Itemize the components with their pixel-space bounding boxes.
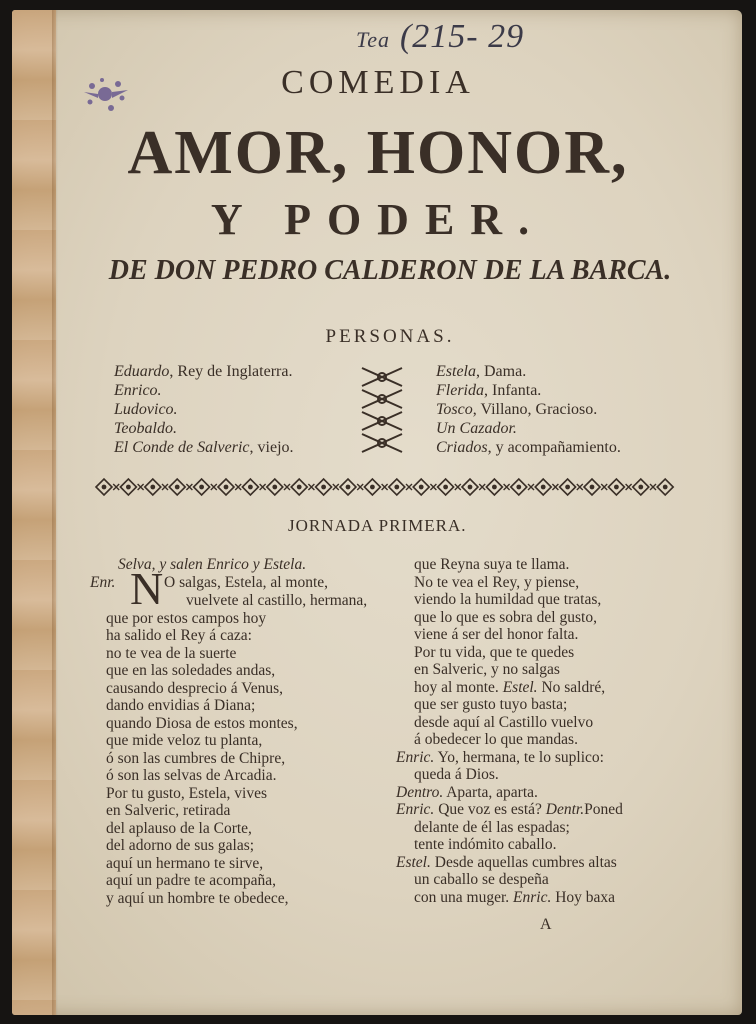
verse-text: que Reyna suya te llama.: [414, 556, 570, 573]
verse-line: [396, 836, 696, 854]
verse-line: ó son las selvas de Arcadia.: [106, 767, 277, 784]
ornament-motif: [96, 479, 119, 495]
speaker-label: Estel.: [502, 678, 538, 696]
verse-line: [396, 574, 696, 592]
verse-text: á obedecer lo que mandas.: [414, 731, 578, 748]
ornament-motif: [413, 479, 436, 495]
ornament-divider-icon: [358, 364, 406, 456]
verse-text: que ser gusto tuyo basta;: [414, 696, 568, 713]
persona-entry: Estela, Dama.: [436, 363, 527, 380]
verse-text: queda á Dios.: [414, 766, 499, 783]
verse-line: [396, 766, 696, 784]
ornament-motif: [169, 479, 192, 495]
ornament-motif: [218, 479, 241, 495]
verse-line: del adorno de sus galas;: [106, 837, 255, 854]
verse-line: [396, 679, 696, 697]
act-heading: JORNADA PRIMERA.: [288, 516, 467, 535]
speaker-label: Enric.: [513, 888, 552, 906]
ornament-motif: [486, 479, 509, 495]
ornament-motif: [438, 479, 461, 495]
drop-cap: N: [130, 562, 164, 614]
verse-line: [396, 871, 696, 889]
verse-line: quando Diosa de estos montes,: [106, 714, 298, 732]
ornament-motif: [462, 479, 485, 495]
signature-mark: A: [540, 916, 552, 933]
persona-entry: Flerida, Infanta.: [436, 382, 542, 399]
shelfmark-prefix: Tea: [356, 27, 390, 52]
verse-text: No te vea el Rey, y piense,: [414, 573, 580, 591]
ornament-motif: [633, 479, 656, 495]
verse-line: ó son las cumbres de Chipre,: [106, 749, 286, 767]
verse-text: en Salveric, y no salgas: [414, 661, 560, 678]
ornament-motif: [364, 479, 387, 495]
verse-line: ha salido el Rey á caza:: [106, 627, 252, 644]
verse-line: dando envidias á Diana;: [106, 697, 256, 714]
persona-entry: El Conde de Salveric, viejo.: [114, 439, 294, 456]
verse-text: desde aquí al Castillo vuelvo: [414, 713, 594, 731]
text-column-right: [396, 556, 696, 906]
verse-text: Poned: [584, 801, 623, 818]
ornament-motif: [120, 479, 143, 495]
ornament-motif: [584, 479, 607, 495]
personas-heading: PERSONAS.: [325, 326, 455, 347]
verse-text: viendo la humildad que tratas,: [414, 591, 602, 608]
verse-line: [396, 591, 696, 609]
personas-left-column: [114, 362, 294, 457]
verse-line: causando desprecio á Venus,: [106, 679, 284, 697]
verse-text: Aparta, aparta.: [443, 783, 538, 801]
verse-line: [396, 801, 696, 819]
verse-line: [396, 731, 696, 749]
ornament-motif: [389, 479, 412, 495]
play-subtitle: Y PODER.: [210, 195, 546, 244]
handwritten-shelfmark: [356, 18, 524, 56]
persona-entry: Tosco, Villano, Gracioso.: [436, 401, 598, 418]
verse-line: no te vea de la suerte: [106, 644, 237, 662]
genre-heading: COMEDIA: [281, 64, 475, 101]
verse-line: que en las soledades andas,: [106, 662, 276, 679]
persona-entry: Criados, y acompañamiento.: [436, 439, 621, 456]
play-title: AMOR, HONOR,: [127, 119, 629, 187]
speaker-label: Enric.: [396, 748, 435, 766]
verse-line: [396, 749, 696, 767]
verse-line: [396, 889, 696, 907]
ornament-motif: [535, 479, 558, 495]
persona-entry: Enrico.: [114, 382, 162, 399]
verse-line: [396, 819, 696, 837]
verse-text: hoy al monte.: [414, 678, 503, 696]
verse-line: [396, 854, 696, 872]
verse-line: Por tu gusto, Estela, vives: [106, 784, 268, 802]
shelfmark-number: (215- 29: [399, 18, 525, 55]
verse-line: del aplauso de la Corte,: [106, 819, 252, 837]
verse-text: Yo, hermana, te lo suplico:: [434, 748, 604, 766]
verse-text: Desde aquellas cumbres altas: [430, 853, 617, 871]
ornament-motif: [291, 479, 314, 495]
speaker-label: Enric.: [396, 801, 435, 818]
speaker-label: Enr.: [90, 573, 116, 591]
verse-line: [396, 661, 696, 679]
verse-text: con una muger.: [414, 888, 514, 906]
verse-text: un caballo se despeña: [414, 871, 549, 888]
verse-text: Que voz es está?: [434, 801, 546, 818]
ornament-motif: [657, 479, 673, 495]
verse-line: [396, 556, 696, 574]
persona-entry: Ludovico.: [114, 401, 178, 418]
verse-text: No saldré,: [537, 678, 606, 696]
persona-entry: Eduardo, Rey de Inglaterra.: [114, 363, 293, 380]
verse-text: delante de él las espadas;: [414, 818, 570, 836]
personas-right-column: [436, 362, 621, 457]
decorative-border-icon: [92, 476, 688, 498]
speaker-label: Dentr.: [545, 801, 585, 818]
verse-line: [396, 609, 696, 627]
verse-line: que mide veloz tu planta,: [106, 732, 263, 749]
verse-text: viene á ser del honor falta.: [414, 626, 579, 643]
verse-line: [396, 626, 696, 644]
verse-line: aquí un hermano te sirve,: [106, 854, 264, 872]
ornament-motif: [608, 479, 631, 495]
ornament-motif: [145, 479, 168, 495]
persona-entry: Teobaldo.: [114, 420, 177, 437]
stage-direction: Selva, y salen Enrico y Estela.: [118, 556, 307, 573]
verse-text: tente indómito caballo.: [414, 836, 557, 853]
ornament-motif: [267, 479, 290, 495]
verse-line: [396, 784, 696, 802]
speaker-label: Dentro.: [396, 783, 444, 801]
verse-line: [396, 714, 696, 732]
verse-line: O salgas, Estela, al monte,: [164, 573, 328, 591]
verse-line: [396, 696, 696, 714]
verse-line: vuelvete al castillo, hermana,: [186, 591, 368, 609]
ornament-motif: [560, 479, 583, 495]
verse-line: que por estos campos hoy: [106, 609, 267, 627]
verse-line: y aquí un hombre te obedece,: [106, 889, 289, 907]
text-column-left: [90, 556, 406, 907]
persona-entry: Un Cazador.: [436, 420, 517, 437]
verse-text: que lo que es sobra del gusto,: [414, 608, 597, 626]
speaker-label: Estel.: [396, 853, 431, 871]
verse-text: Hoy baxa: [551, 888, 616, 906]
verse-text: Por tu vida, que te quedes: [414, 643, 575, 661]
ornament-motif: [340, 479, 363, 495]
verse-line: [396, 644, 696, 662]
author-line: DE DON PEDRO CALDERON DE LA BARCA.: [108, 255, 672, 286]
left-verse-block: [106, 610, 406, 908]
ornament-motif: [511, 479, 534, 495]
ornament-motif: [242, 479, 265, 495]
verse-line: en Salveric, retirada: [106, 802, 231, 819]
ornament-motif: [316, 479, 339, 495]
verse-line: aquí un padre te acompaña,: [106, 872, 276, 889]
ornament-motif: [194, 479, 217, 495]
